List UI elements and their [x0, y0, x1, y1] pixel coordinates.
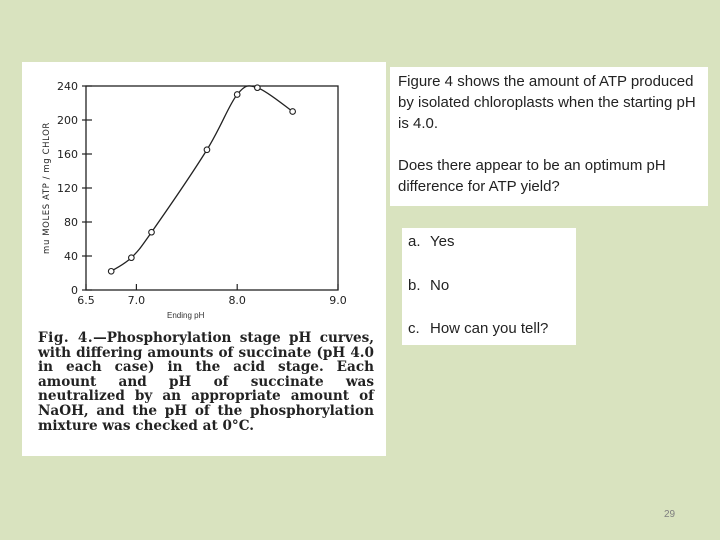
- data-point: [149, 229, 155, 235]
- data-point: [255, 85, 261, 91]
- answer-option-c[interactable]: [408, 320, 548, 337]
- data-point: [129, 255, 135, 261]
- plot-frame: [86, 86, 338, 290]
- y-tick-label: 240: [57, 80, 78, 93]
- y-tick-label: 200: [57, 114, 78, 127]
- answer-text: Yes: [430, 233, 455, 250]
- data-point: [290, 109, 296, 115]
- caption-label: Fig. 4.: [38, 330, 94, 346]
- answer-letter: a.: [408, 233, 421, 250]
- y-axis-label: mu MOLES ATP / mg CHLOR: [42, 122, 52, 254]
- answers-box: [402, 228, 576, 345]
- figure-panel: [22, 62, 386, 456]
- answer-text: No: [430, 277, 450, 294]
- page-number: 29: [664, 509, 676, 520]
- question-box: [390, 67, 708, 206]
- answer-option-a[interactable]: [408, 233, 454, 250]
- caption-text: —Phosphorylation stage pH curves, with differing amounts of succinate (pH 4.0 in each case) in the acid stage. Each amount and pH of succinate was neutralized by an appropriate amount of NaOH, and the pH of the phosphorylation mixture was checked at 0°C.: [38, 330, 374, 434]
- atp-chart: [22, 62, 386, 324]
- y-tick-label: 0: [71, 284, 78, 297]
- x-tick-label: 6.5: [77, 294, 95, 307]
- answer-option-b[interactable]: [408, 277, 449, 294]
- x-tick-label: 9.0: [329, 294, 347, 307]
- answer-letter: b.: [408, 277, 421, 294]
- answer-letter: c.: [408, 320, 420, 337]
- data-point: [108, 269, 114, 275]
- ending-ph-label: Ending pH: [167, 311, 205, 320]
- y-tick-label: 160: [57, 148, 78, 161]
- answer-text: How can you tell?: [430, 320, 549, 337]
- series-line-atp: [111, 86, 292, 271]
- data-point: [204, 147, 210, 153]
- y-tick-label: 80: [64, 216, 78, 229]
- y-tick-label: 120: [57, 182, 78, 195]
- figure-caption: [38, 331, 374, 433]
- x-tick-label: 7.0: [127, 294, 146, 307]
- x-tick-label: 8.0: [228, 294, 246, 307]
- figure-description: Figure 4 shows the amount of ATP produced by isolated chloroplasts when the starting pH is 4.0.: [398, 73, 696, 132]
- question-text: Does there appear to be an optimum pH difference for ATP yield?: [398, 157, 666, 195]
- y-tick-label: 40: [64, 250, 78, 263]
- data-point: [234, 92, 240, 98]
